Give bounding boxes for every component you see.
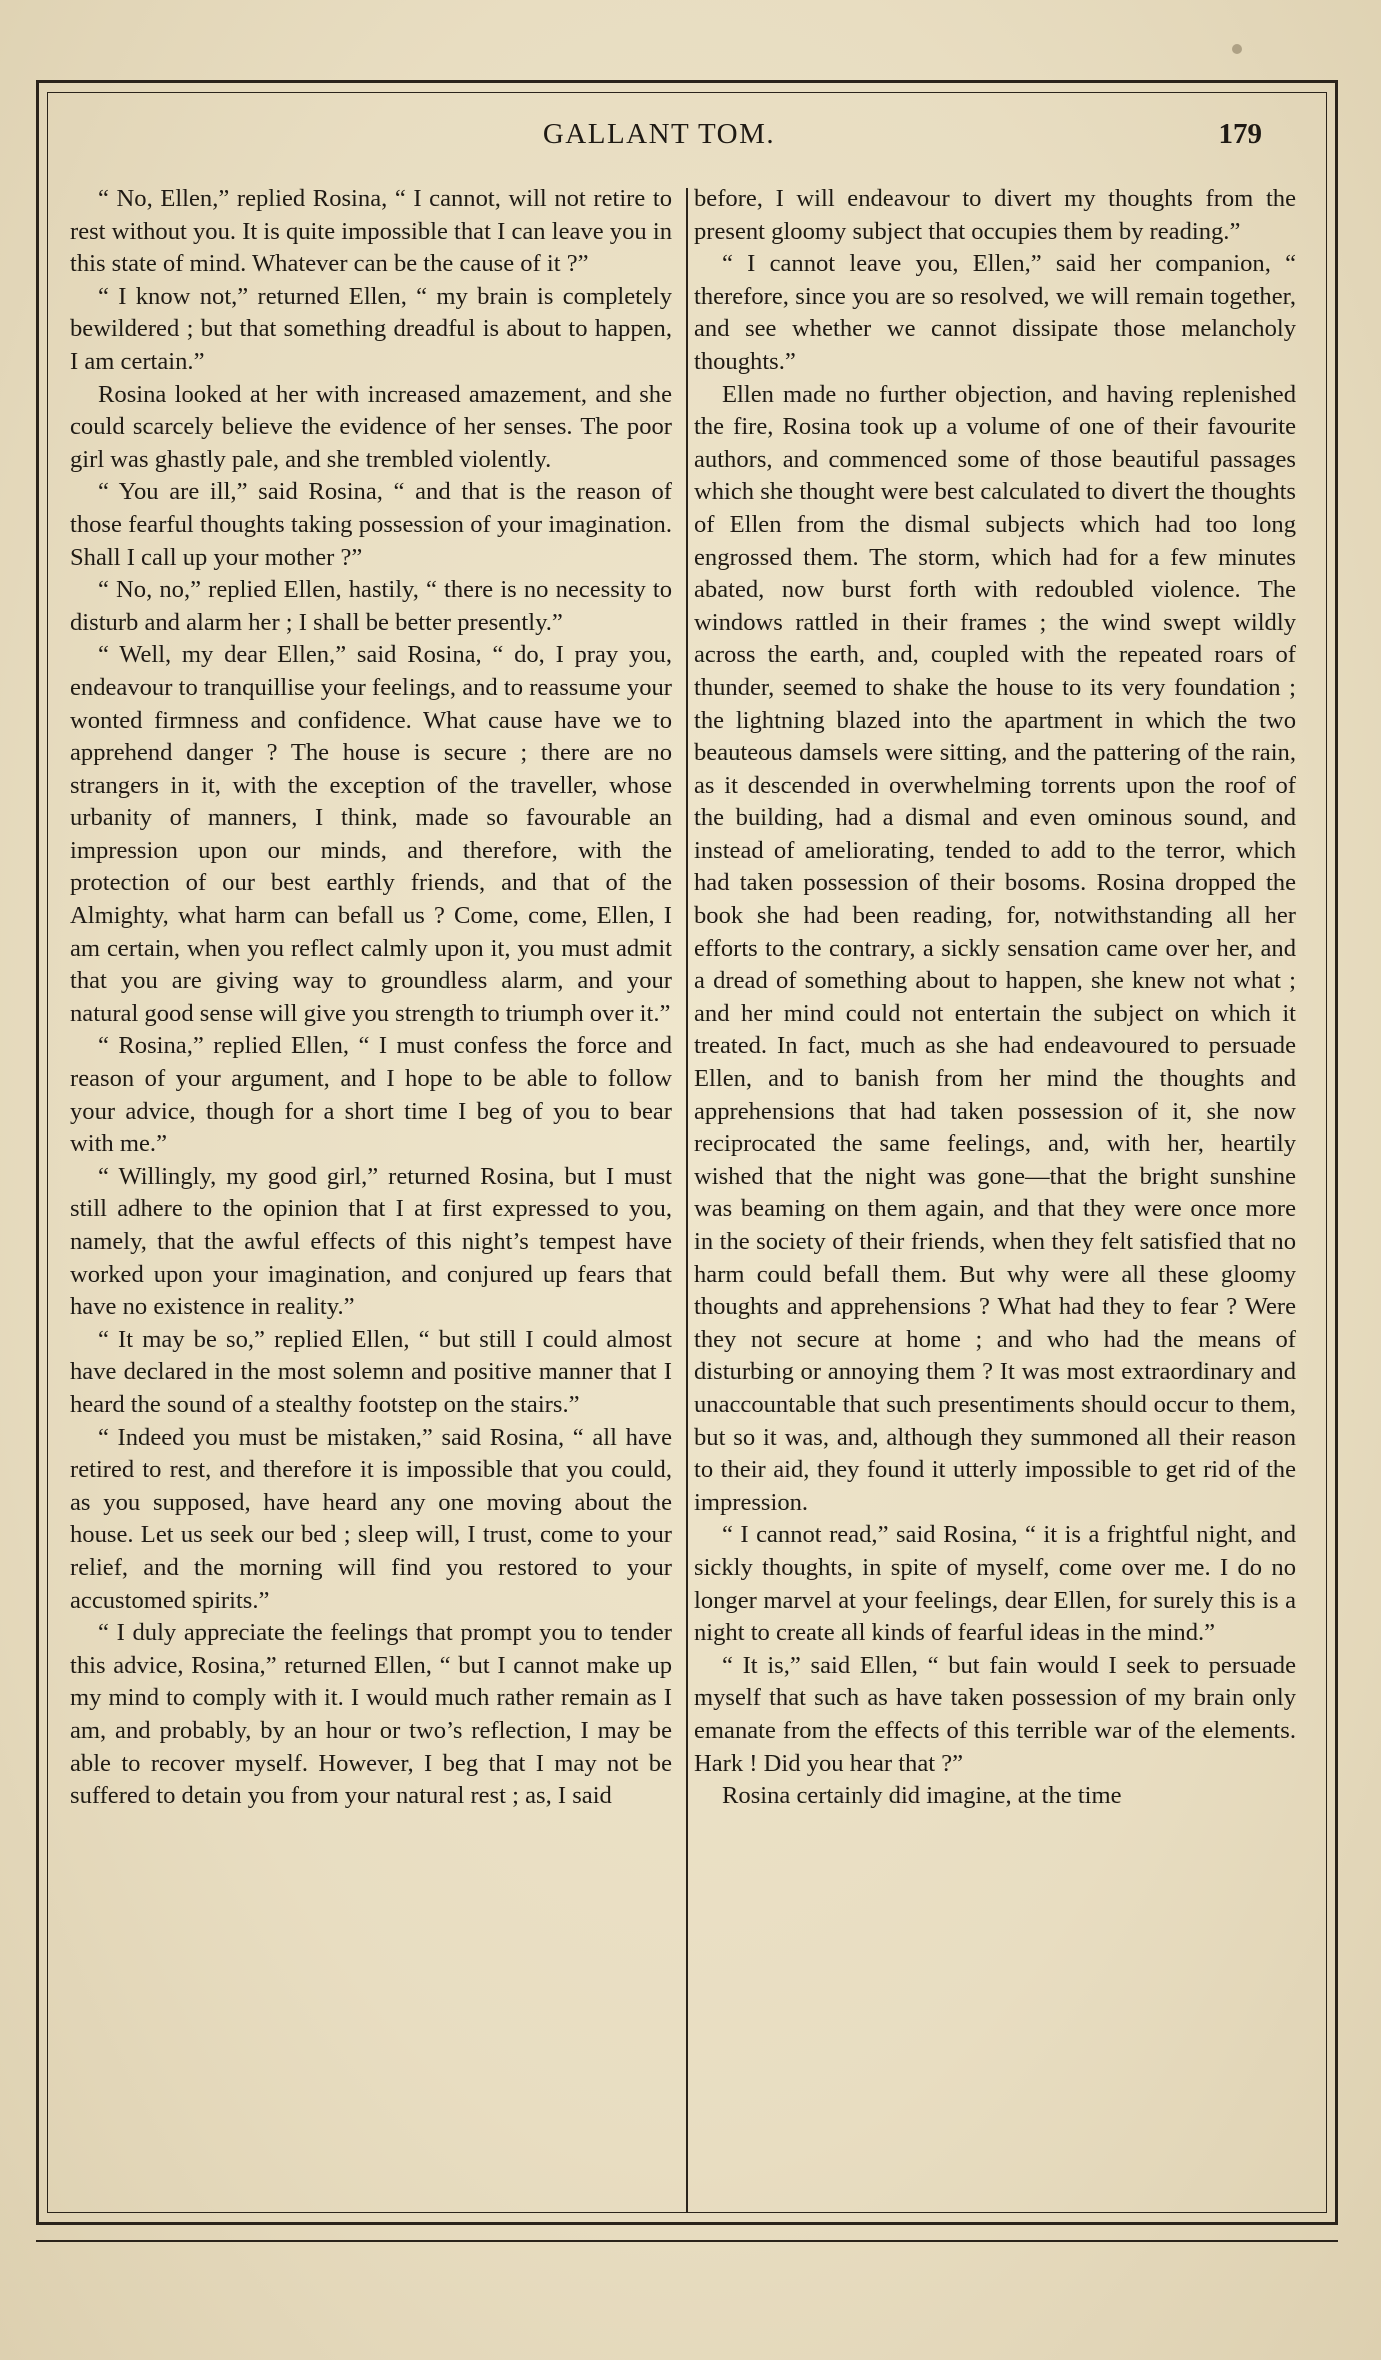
paragraph: Rosina looked at her with increased amazement, and she could scarcely believe the evidence of her senses. The poor girl was ghastly pale, and she trembled violently.	[70, 380, 672, 473]
paragraph: “ You are ill,” said Rosina, “ and that is the reason of those fearful thoughts taking possession of your imagination. Shall I call up your mother ?”	[70, 478, 672, 571]
running-head	[56, 118, 1262, 158]
bottom-rule	[36, 2240, 1338, 2242]
paragraph: “ Well, my dear Ellen,” said Rosina, “ do, I pray you, endeavour to tranquillise your feelings, and to reassume your wonted firmness and confidence. What cause have we to apprehend danger ? The house is secure ; there are no strangers in it, with the exception of the traveller, whose urbanity of manners, I think, made so favourable an impression upon our minds, and therefore, with the protection of our best earthly friends, and that of the Almighty, what harm can befall us ? Come, come, Ellen, I am certain, when you reflect calmly upon it, you must admit that you are giving way to groundless alarm, and your natural good sense will give you strength to triumph over it.”	[70, 641, 672, 1027]
running-title: GALLANT TOM.	[542, 118, 776, 150]
paragraph: “ I cannot read,” said Rosina, “ it is a frightful night, and sickly thoughts, in spite of myself, come over me. I do no longer marvel at your feelings, dear Ellen, for surely this is a night to create all kinds of fearful ideas in the mind.”	[694, 1521, 1296, 1647]
paragraph: “ Rosina,” replied Ellen, “ I must confess the force and reason of your argument, and I hope to be able to follow your advice, though for a short time I beg of you to bear with me.”	[70, 1032, 672, 1158]
paragraph: “ I cannot leave you, Ellen,” said her companion, “ therefore, since you are so resolved, we will remain together, and see whether we cannot dissipate those melancholy thoughts.”	[694, 250, 1296, 375]
paragraph: “ I know not,” returned Ellen, “ my brain is completely bewildered ; but that something dreadful is about to happen, I am certain.”	[70, 282, 672, 375]
paragraph: Ellen made no further objection, and having replenished the fire, Rosina took up a volume of one of their favourite authors, and commenced some of those beautiful passages which she thought were best calculated to divert the thoughts of Ellen from the dismal subjects which had too long engrossed them. The storm, which had for a few minutes abated, now burst forth with redoubled violence. The windows rattled in their frames ; the wind swept wildly across the earth, and, coupled with the repeated roars of thunder, seemed to shake the house to its very foundation ; the lightning blazed into the apartment in which the two beauteous damsels were sitting, and the pattering of the rain, as it descended in overwhelming torrents upon the roof of the building, had a dismal and even ominous sound, and instead of ameliorating, tended to add to the terror, which had taken possession of their bosoms. Rosina dropped the book she had been reading, for, notwithstanding all her efforts to the contrary, a sickly sensation came over her, and a dread of something about to happen, she knew not what ; and her mind could not entertain the subject on which it treated. In fact, much as she had endeavoured to persuade Ellen, and to banish from her mind the thoughts and apprehensions that had taken possession of it, she now reciprocated the same feelings, and, with her, heartily wished that the night was gone—that the bright sunshine was beaming on them again, and that they were once more in the society of their friends, when they felt satisfied that no harm could befall them. But why were all these gloomy thoughts and apprehensions ? What had they to fear ? Were they not secure at home ; and who had the means of disturbing or annoying them ? It was most extraordinary and unaccountable that such presentiments should occur to them, but so it was, and, although they summoned all their reason to their aid, they found it utterly impossible to get rid of the impression.	[694, 380, 1296, 1516]
page-number: 179	[1218, 118, 1262, 150]
column-rule	[686, 188, 688, 2213]
paragraph: Rosina certainly did imagine, at the time	[722, 1782, 1122, 1810]
paragraph: “ No, no,” replied Ellen, hastily, “ there is no necessity to disturb and alarm her ; I shall be better presently.”	[70, 576, 672, 636]
right-column	[694, 183, 1296, 2213]
paragraph: “ Willingly, my good girl,” returned Rosina, but I must still adhere to the opinion that I at first expressed to you, namely, that the awful effects of this night’s tempest have worked upon your imagination, and conjured up fears that have no existence in reality.”	[70, 1162, 672, 1321]
paragraph: “ It may be so,” replied Ellen, “ but still I could almost have declared in the most solemn and positive manner that I heard the sound of a stealthy footstep on the stairs.”	[70, 1325, 672, 1418]
paragraph: “ It is,” said Ellen, “ but fain would I seek to persuade myself that such as have taken possession of my brain only emanate from the effects of this terrible war of the elements. Hark ! Did you hear that ?”	[694, 1651, 1296, 1777]
left-column	[70, 183, 672, 2213]
continued-paragraph: before, I will endeavour to divert my thoughts from the present gloomy subject that occupies them by reading.”	[694, 185, 1296, 245]
ink-spot	[1232, 44, 1242, 54]
paragraph: “ I duly appreciate the feelings that prompt you to tender this advice, Rosina,” returned Ellen, “ but I cannot make up my mind to comply with it. I would much rather remain as I am, and probably, by an hour or two’s reflection, I may be able to recover myself. However, I beg that I may not be suffered to detain you from your natural rest ; as, I said	[70, 1619, 672, 1810]
paragraph: “ No, Ellen,” replied Rosina, “ I cannot, will not retire to rest without you. It is quite impossible that I can leave you in this state of mind. Whatever can be the cause of it ?”	[70, 185, 672, 278]
paragraph: “ Indeed you must be mistaken,” said Rosina, “ all have retired to rest, and therefore it is impossible that you could, as you supposed, have heard any one moving about the house. Let us seek our bed ; sleep will, I trust, come to your relief, and the morning will find you restored to your accustomed spirits.”	[70, 1423, 672, 1614]
